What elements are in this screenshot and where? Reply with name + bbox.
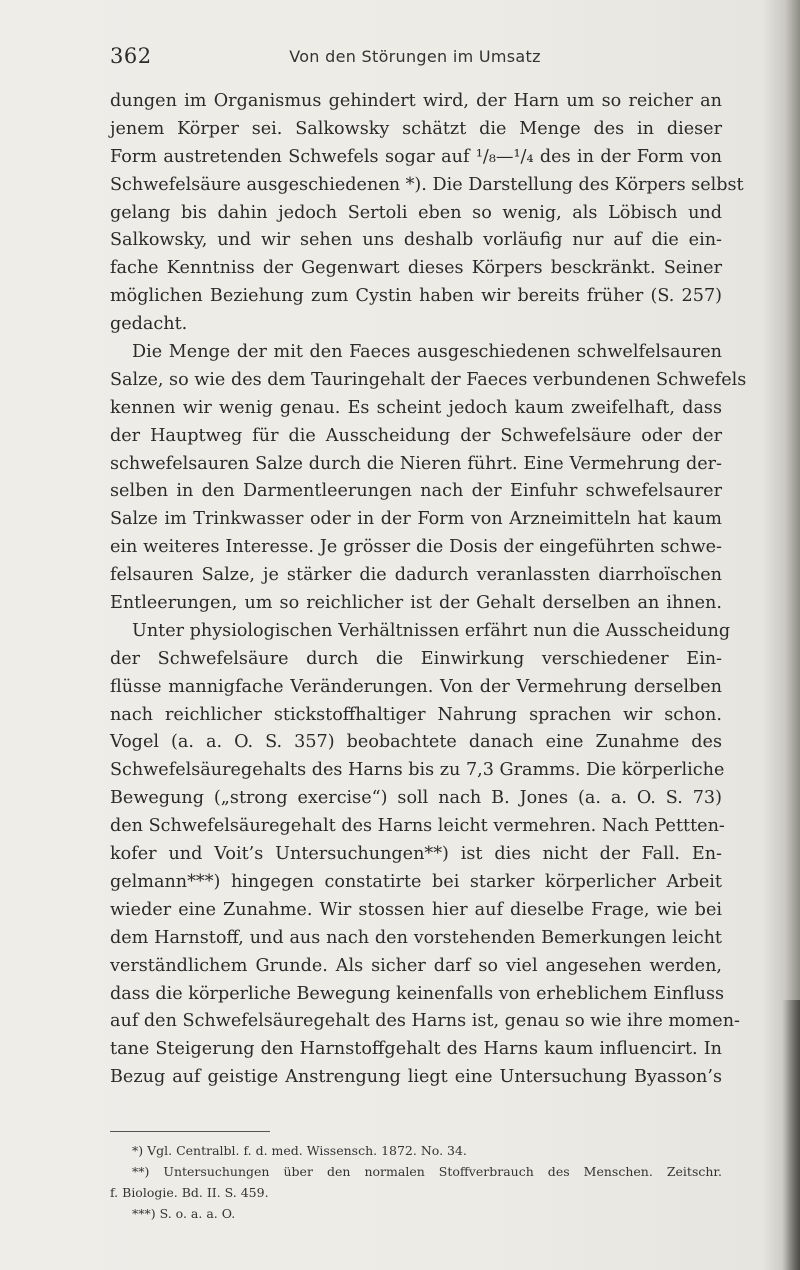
text-line: auf den Schwefelsäuregehalt des Harns ist, genau so wie ihre momen- [110, 1011, 740, 1032]
text-line: schwefelsauren Salze durch die Nieren führt. Eine Vermehrung der- [110, 453, 722, 474]
text-line: Die Menge der mit den Faeces ausgeschiedenen schwelfelsauren [132, 342, 722, 363]
text-line: gelmann***) hingegen constatirte bei starker körperlicher Arbeit [110, 871, 722, 892]
text-line: kofer und Voit’s Untersuchungen**) ist dies nicht der Fall. En- [110, 844, 722, 865]
text-line: jenem Körper sei. Salkowsky schätzt die Menge des in dieser [110, 118, 722, 139]
footnote-continuation: f. Biologie. Bd. II. S. 459. [110, 1185, 269, 1200]
text-line: tane Steigerung den Harnstoffgehalt des Harns kaum influencirt. In [110, 1039, 722, 1060]
text-line: felsauren Salze, je stärker die dadurch veranlassten diarrhoïschen [110, 565, 722, 586]
text-line: Vogel (a. a. O. S. 357) beobachtete danach eine Zunahme des [110, 732, 722, 753]
body-text [110, 88, 747, 1092]
text-line: flüsse mannigfache Veränderungen. Von der Vermehrung derselben [110, 676, 722, 697]
text-line: dass die körperliche Bewegung keinenfalls von erheblichem Einfluss [110, 983, 725, 1004]
text-line: Entleerungen, um so reichlicher ist der Gehalt derselben an ihnen. [110, 593, 722, 614]
text-line: Bewegung („strong exercise“) soll nach B. Jones (a. a. O. S. 73) [110, 788, 722, 809]
text-line: dungen im Organismus gehindert wird, der Harn um so reicher an [110, 91, 722, 111]
text-line: fache Kenntniss der Gegenwart dieses Körpers besckränkt. Seiner [110, 258, 722, 279]
text-line: Bezug auf geistige Anstrengung liegt eine Untersuchung Byasson’s [110, 1067, 722, 1088]
text-line: ein weiteres Interesse. Je grösser die Dosis der eingeführten schwe- [110, 537, 722, 558]
text-line: der Hauptweg für die Ausscheidung der Schwefelsäure oder der [110, 425, 722, 446]
page-number: 362 [110, 44, 152, 68]
footnote: *) Vgl. Centralbl. f. d. med. Wissensch. 1872. No. 34. [132, 1143, 467, 1158]
text-line: dem Harnstoff, und aus nach den vorstehenden Bemerkungen leicht [110, 927, 722, 948]
page-header [110, 44, 720, 74]
text-line: Salze im Trinkwasser oder in der Form von Arzneimitteln hat kaum [110, 509, 722, 530]
footnote-rule [110, 1131, 270, 1132]
text-line: Form austretenden Schwefels sogar auf ¹/₈—¹/₄ des in der Form von [110, 146, 722, 167]
text-line: Schwefelsäuregehalts des Harns bis zu 7,3 Gramms. Die körperliche [110, 760, 725, 781]
text-line: kennen wir wenig genau. Es scheint jedoch kaum zweifelhaft, dass [110, 397, 722, 418]
running-head: Von den Störungen im Umsatz [289, 47, 541, 66]
text-line: Salkowsky, und wir sehen uns deshalb vorläufig nur auf die ein- [110, 230, 722, 251]
text-line: möglichen Beziehung zum Cystin haben wir bereits früher (S. 257) [110, 286, 722, 307]
text-line: wieder eine Zunahme. Wir stossen hier auf dieselbe Frage, wie bei [110, 899, 722, 920]
text-line: Schwefelsäure ausgeschiedenen *). Die Darstellung des Körpers selbst [110, 174, 744, 195]
text-line: den Schwefelsäuregehalt des Harns leicht vermehren. Nach Pettten- [110, 816, 725, 837]
footnote: **) Untersuchungen über den normalen Stoffverbrauch des Menschen. Zeitschr. [132, 1164, 722, 1179]
footnote: ***) S. o. a. a. O. [132, 1206, 236, 1221]
text-line: nach reichlicher stickstoffhaltiger Nahrung sprachen wir schon. [110, 704, 722, 725]
text-line: Salze, so wie des dem Tauringehalt der Faeces verbundenen Schwefels [110, 369, 747, 390]
text-line: selben in den Darmentleerungen nach der Einfuhr schwefelsaurer [110, 481, 722, 502]
text-line: verständlichem Grunde. Als sicher darf so viel angesehen werden, [110, 955, 722, 976]
footnotes [110, 1140, 722, 1224]
text-line: der Schwefelsäure durch die Einwirkung verschiedener Ein- [110, 648, 722, 669]
binding-shadow [782, 1000, 800, 1270]
text-line: gelang bis dahin jedoch Sertoli eben so wenig, als Löbisch und [110, 202, 722, 223]
text-line: Unter physiologischen Verhältnissen erfährt nun die Ausscheidung [132, 620, 731, 641]
text-line: gedacht. [110, 314, 188, 335]
